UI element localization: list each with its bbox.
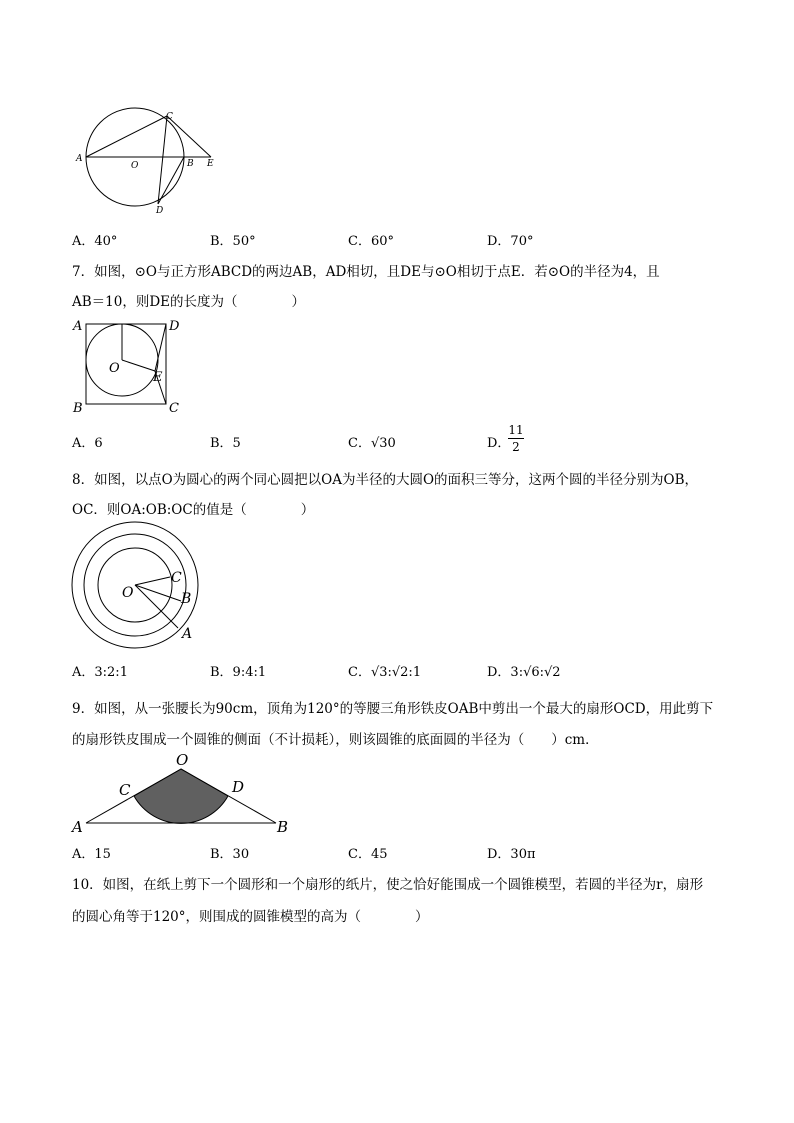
q8-label-A: A xyxy=(182,626,193,642)
q9-text-line1: 9．如图，从一张腰长为90cm，顶角为120°的等腰三角形铁皮OAB中剪出一个最大的扇形OCD，用此剪下 xyxy=(72,701,714,717)
q9-option-c: C．45 xyxy=(348,847,388,862)
q9-option-a: A．15 xyxy=(72,847,111,862)
q9-sector-OCD xyxy=(134,769,228,823)
q9-label-B: B xyxy=(277,818,289,836)
q6-label-D: D xyxy=(156,206,164,216)
q7-label-C: C xyxy=(169,401,179,416)
q8-option-c: C．√3:√2:1 xyxy=(348,665,422,680)
q7-label-O: O xyxy=(109,361,120,376)
q10-text-line2: 的圆心角等于120°，则围成的圆锥模型的高为（ ） xyxy=(72,909,429,925)
q7-text-line2: AB＝10，则DE的长度为（ ） xyxy=(72,294,306,310)
q9-text-line2: 的扇形铁皮围成一个圆锥的侧面（不计损耗），则该圆锥的底面圆的半径为（ ）cm． xyxy=(72,732,599,748)
q9-label-C: C xyxy=(119,781,131,799)
q6-label-C: C xyxy=(166,112,173,122)
q7-label-E: E xyxy=(153,370,163,385)
q7-fraction-denominator: 2 xyxy=(512,440,520,454)
q9-option-d: D．30π xyxy=(487,847,536,862)
q7-option-a: A．6 xyxy=(72,436,103,451)
q7-fraction-numerator: 11 xyxy=(508,423,524,437)
q7-label-B: B xyxy=(73,401,83,416)
q6-option-b: B．50° xyxy=(210,234,256,249)
q9-label-D: D xyxy=(232,778,245,796)
q7-text-line1: 7．如图，⊙O与正方形ABCD的两边AB，AD相切，且DE与⊙O相切于点E．若⊙O的半径为4，且 xyxy=(72,264,660,280)
q7-label-A: A xyxy=(73,319,83,334)
q8-text-line1: 8．如图，以点O为圆心的两个同心圆把以OA为半径的大圆O的面积三等分，这两个圆的半径分别为OB， xyxy=(72,472,699,488)
q6-label-B: B xyxy=(187,159,194,169)
q6-option-a: A．40° xyxy=(72,234,118,249)
q7-label-D: D xyxy=(169,319,180,334)
q8-option-a: A．3:2:1 xyxy=(72,665,128,680)
q8-label-O: O xyxy=(122,585,134,601)
q6-label-E: E xyxy=(207,159,214,169)
q6-option-c: C．60° xyxy=(348,234,394,249)
q8-option-d: D．3:√6:√2 xyxy=(487,665,561,680)
q9-label-O: O xyxy=(176,751,189,769)
q6-option-d: D．70° xyxy=(487,234,534,249)
q7-option-d: D． xyxy=(487,436,511,451)
q8-text-line2: OC．则OA:OB:OC的值是（ ） xyxy=(72,502,315,518)
q6-label-A: A xyxy=(76,154,83,164)
q7-option-c: C．√30 xyxy=(348,436,396,451)
q8-option-b: B．9:4:1 xyxy=(210,665,267,680)
q10-text-line1: 10．如图，在纸上剪下一个圆形和一个扇形的纸片，使之恰好能围成一个圆锥模型，若圆的半径为r，扇形 xyxy=(72,877,704,893)
q9-option-b: B．30 xyxy=(210,847,250,862)
q8-label-C: C xyxy=(171,570,182,586)
q6-label-O: O xyxy=(131,161,139,171)
q7-option-b: B．5 xyxy=(210,436,241,451)
q9-label-A: A xyxy=(72,818,83,836)
q8-label-B: B xyxy=(181,591,192,607)
